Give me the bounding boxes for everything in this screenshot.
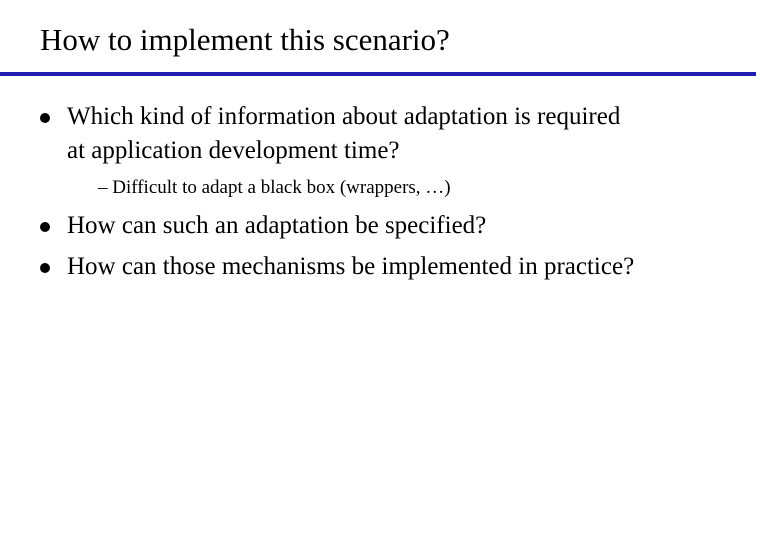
bullet-dot-icon [40,113,50,123]
title-divider [0,72,756,76]
bullet-dot-icon [40,222,50,232]
bullet-text-line-2: at application development time? [67,137,400,164]
bullet-text: How can those mechanisms be implemented in practice? [67,253,635,280]
bullet-item-3 [40,252,740,284]
bullet-text: How can such an adaptation be specified? [67,212,487,239]
bullet-text-line-1: Which kind of information about adaptation is required [67,103,621,130]
bullet-dot-icon [40,263,50,273]
bullet-item-1 [40,102,740,164]
slide-title: How to implement this scenario? [40,22,450,57]
bullet-item-2 [40,211,740,243]
sub-bullet-item: – Difficult to adapt a black box (wrappers, …) [98,177,451,198]
